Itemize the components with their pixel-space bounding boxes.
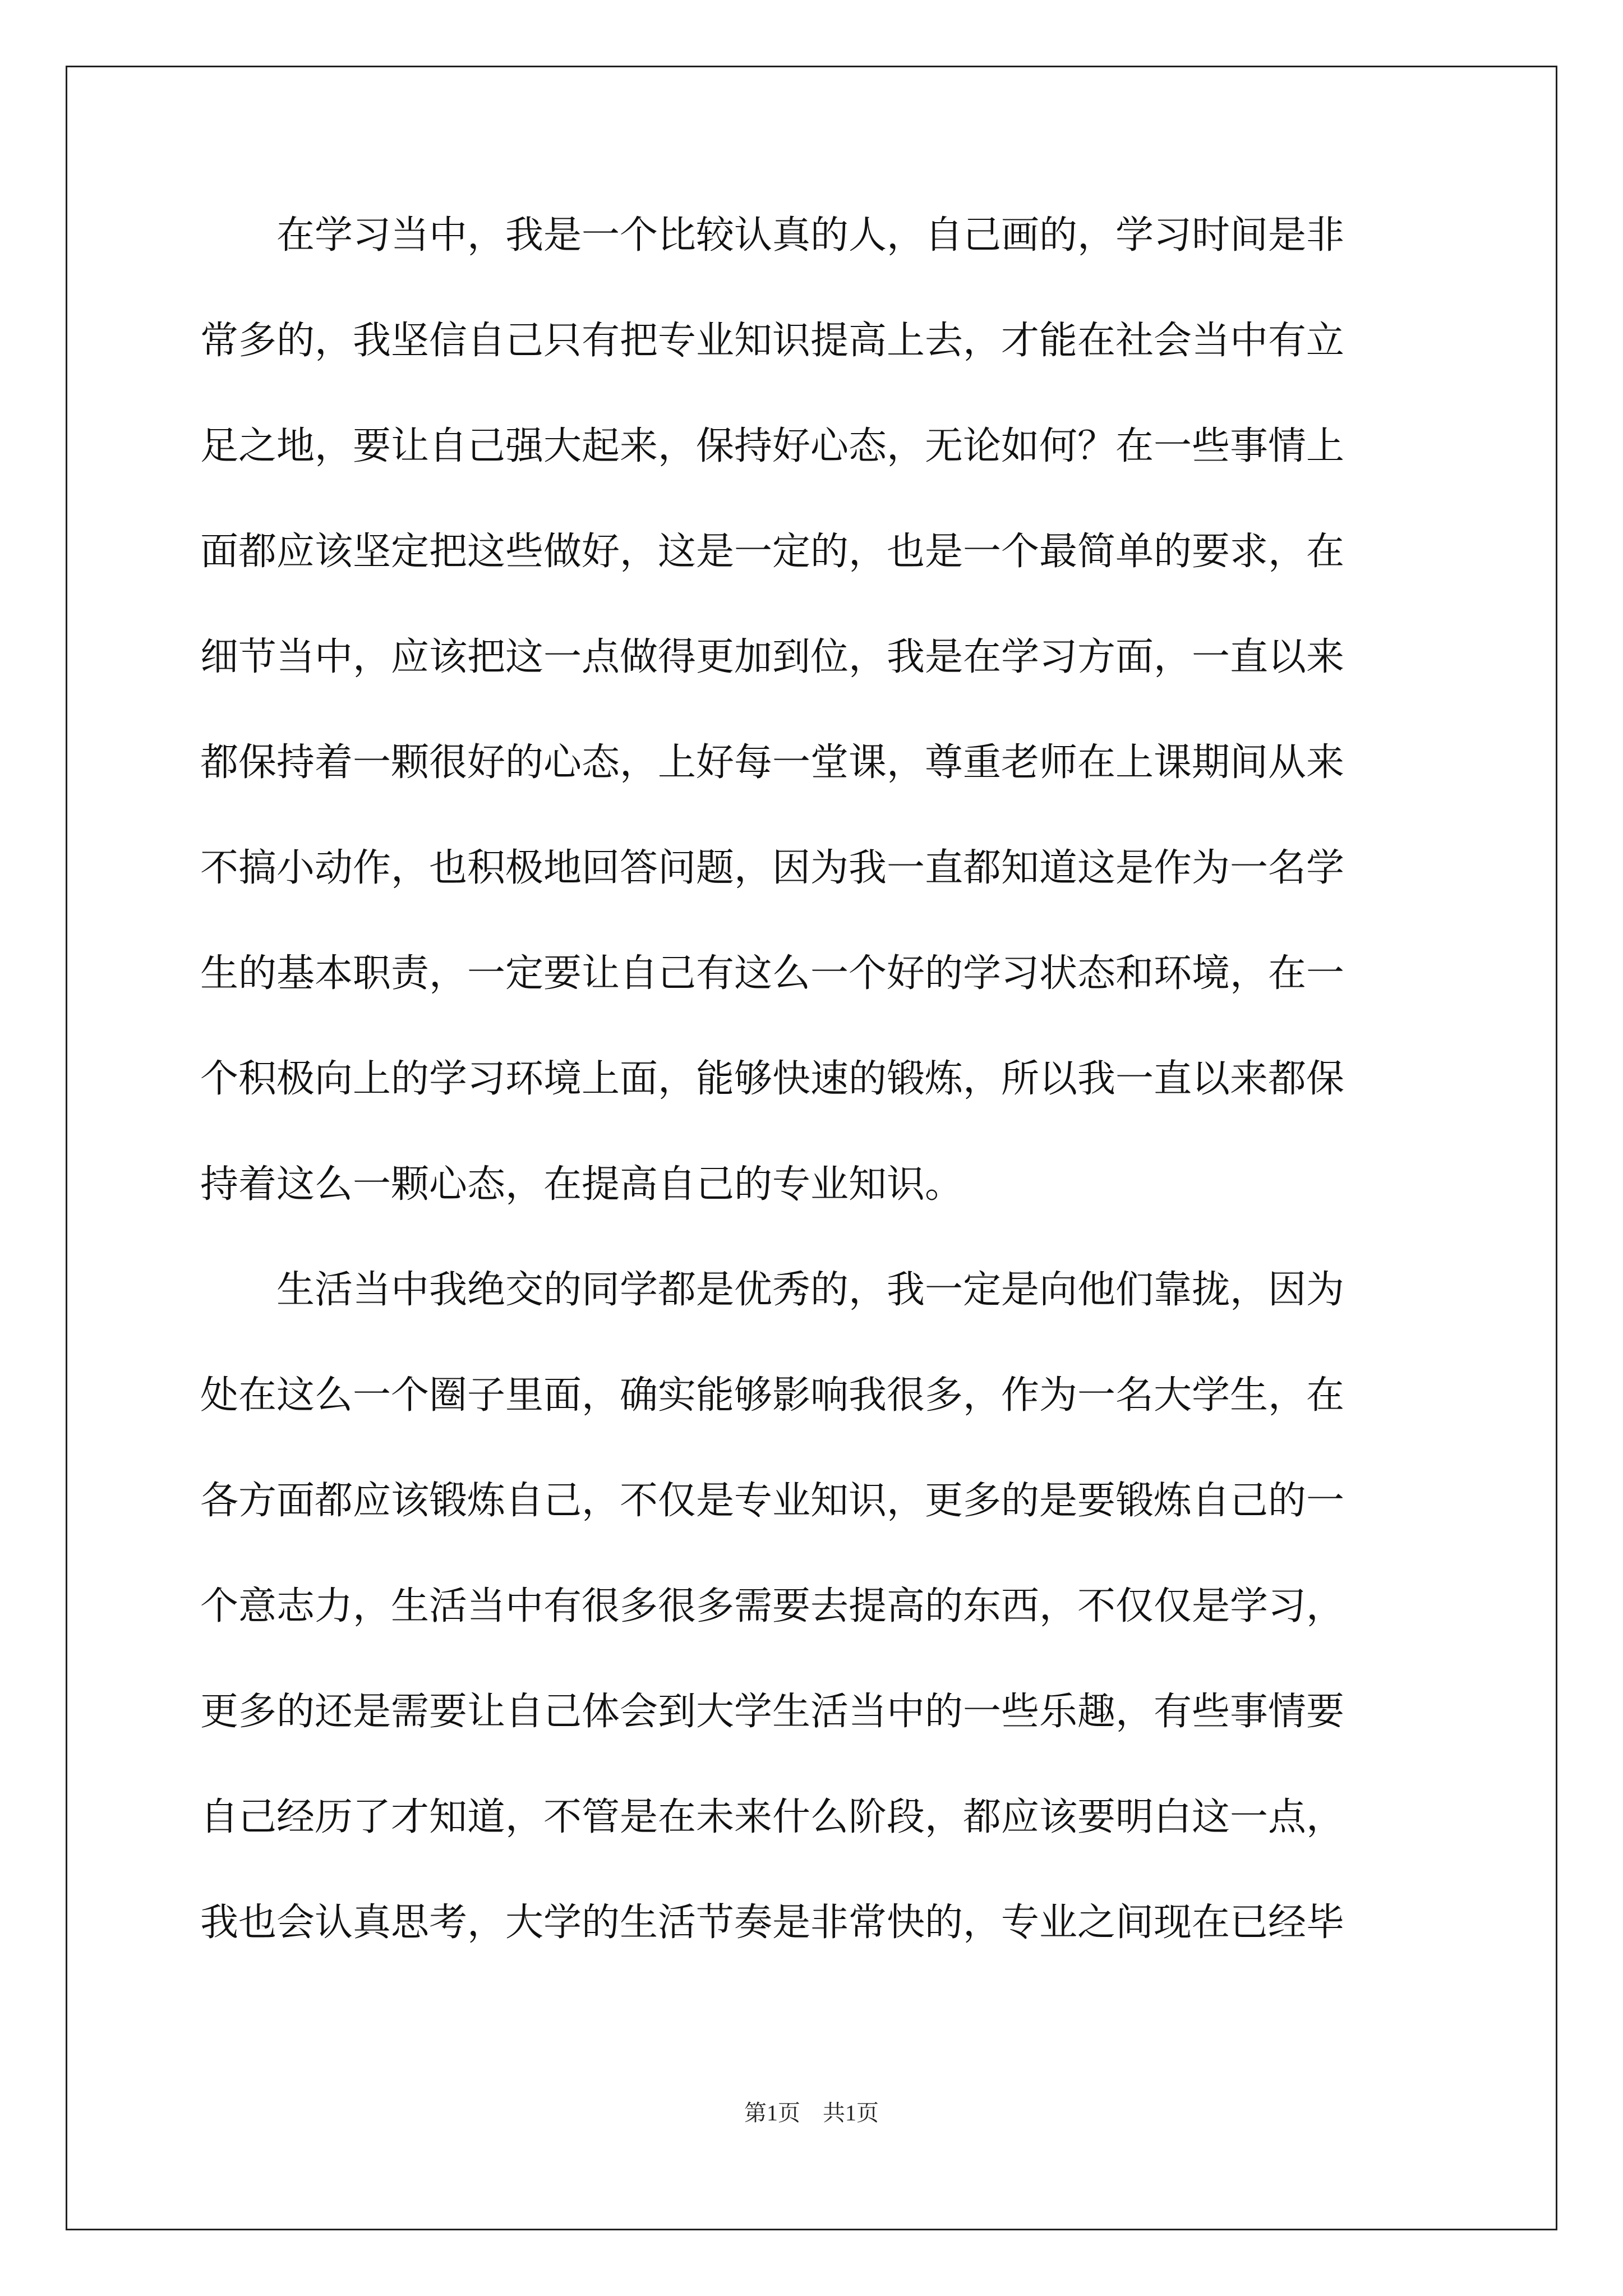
text-line: 细节当中，应该把这一点做得更加到位，我是在学习方面，一直以来: [200, 635, 1345, 679]
text-line: 面都应该坚定把这些做好，这是一定的，也是一个最简单的要求，在: [200, 530, 1345, 574]
text-line: 更多的还是需要让自己体会到大学生活当中的一些乐趣，有些事情要: [200, 1690, 1345, 1734]
text-line: 个积极向上的学习环境上面，能够快速的锻炼，所以我一直以来都保: [200, 1057, 1345, 1101]
text-line: 自己经历了才知道，不管是在未来什么阶段，都应该要明白这一点，: [200, 1795, 1345, 1839]
text-line: 不搞小动作，也积极地回答问题，因为我一直都知道这是作为一名学: [200, 846, 1345, 890]
text-line: 都保持着一颗很好的心态，上好每一堂课，尊重老师在上课期间从来: [200, 740, 1345, 785]
text-line: 常多的，我坚信自己只有把专业知识提高上去，才能在社会当中有立: [200, 319, 1345, 363]
text-line: 个意志力，生活当中有很多很多需要去提高的东西，不仅仅是学习，: [200, 1584, 1345, 1628]
text-line: 足之地，要让自己强大起来，保持好心态，无论如何？在一些事情上: [200, 424, 1345, 468]
text-line: 持着这么一颗心态，在提高自己的专业知识。: [200, 1162, 963, 1207]
text-line: 处在这么一个圈子里面，确实能够影响我很多，作为一名大学生，在: [200, 1373, 1345, 1418]
text-line: 我也会认真思考，大学的生活节奏是非常快的，专业之间现在已经毕: [200, 1901, 1345, 1945]
text-line: 生活当中我绝交的同学都是优秀的，我一定是向他们靠拢，因为: [200, 1268, 1345, 1312]
text-line: 在学习当中，我是一个比较认真的人，自己画的，学习时间是非: [200, 213, 1345, 257]
page-number-footer: 第1页 共1页: [744, 2100, 879, 2125]
text-line: 各方面都应该锻炼自己，不仅是专业知识，更多的是要锻炼自己的一: [200, 1479, 1345, 1523]
text-line: 生的基本职责，一定要让自己有这么一个好的学习状态和环境，在一: [200, 951, 1345, 996]
